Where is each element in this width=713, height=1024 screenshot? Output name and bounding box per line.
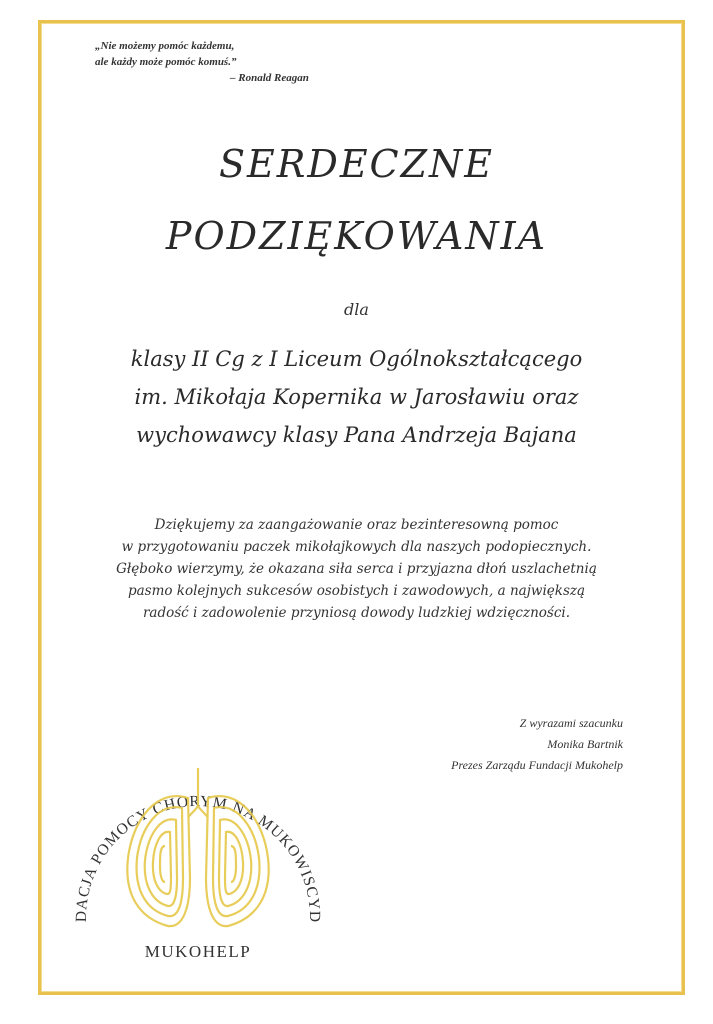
lungs-graphic [127, 768, 268, 926]
quote-line-2: ale każdy może pomóc komuś.” [95, 56, 237, 68]
recipient-line-2: im. Mikołaja Kopernika w Jarosławiu oraz [134, 385, 579, 409]
signature-closing: Z wyrazami szacunku [519, 716, 623, 730]
dla-label: dla [344, 300, 369, 319]
quote-line-1: „Nie możemy pomóc każdemu, [95, 40, 235, 52]
signature-block [451, 713, 623, 776]
signature-name: Monika Bartnik [547, 737, 623, 751]
signature-role: Prezes Zarządu Fundacji Mukohelp [451, 758, 623, 772]
title-line-1: SERDECZNE [218, 142, 495, 186]
recipient-line-1: klasy II Cg z I Liceum Ogólnokształcącego [130, 347, 583, 371]
body-line-2: w przygotowaniu paczek mikołajkowych dla naszych podopiecznych. [121, 539, 592, 555]
body-line-1: Dziękujemy za zaangażowanie oraz bezinteresowną pomoc [154, 517, 559, 533]
recipient-block [0, 340, 713, 454]
logo-arc-text: DACJA POMOCY CHORYM NA MUKOWISCYD [72, 792, 324, 924]
recipient-line-3: wychowawcy klasy Pana Andrzeja Bajana [136, 423, 577, 447]
motto-quote [95, 38, 335, 86]
title-line-2: PODZIĘKOWANIA [165, 214, 548, 258]
body-line-4: pasmo kolejnych sukcesów osobistych i zawodowych, a największą [127, 583, 586, 599]
thanks-paragraph [0, 514, 713, 624]
logo-name: MUKOHELP [144, 942, 252, 961]
quote-author: – Ronald Reagan [230, 72, 309, 84]
body-line-5: radość i zadowolenie przyniosą dowody ludzkiej wdzięczności. [142, 605, 571, 621]
body-line-3: Głęboko wierzymy, że okazana siła serca i przyjazna dłoń uszlachetnią [116, 561, 597, 577]
